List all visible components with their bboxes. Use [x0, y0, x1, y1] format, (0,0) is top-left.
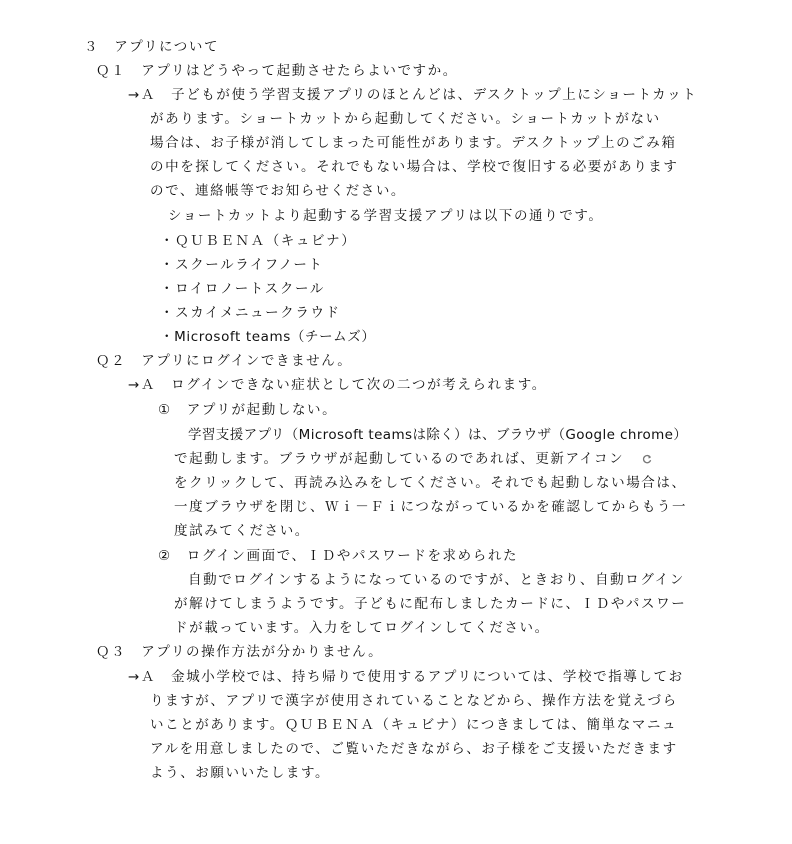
q1-answer-line-2: があります。ショートカットから起動してください。ショートカットがない [150, 111, 661, 127]
q2-case2-heading: ② ログイン画面で、ＩＤやパスワードを求められた [158, 548, 519, 564]
q1-answer-line-5: ので、連絡帳等でお知らせください。 [150, 183, 407, 199]
q2-case2-line-1: 自動でログインするようになっているのですが、ときおり、自動ログイン [188, 572, 685, 588]
q2-case2-line-2: が解けてしまうようです。子どもに配布しましたカードに、ＩＤやパスワー [174, 596, 687, 612]
q3-answer-line-3: いことがあります。ＱＵＢＥＮＡ（キュビナ）につきましては、簡単なマニュ [150, 717, 678, 733]
q1-app-item: ・ＱＵＢＥＮＡ（キュビナ） [160, 233, 357, 249]
q2-case1-line-5: 度試みてください。 [174, 523, 310, 539]
q2-case1-line-3: をクリックして、再読み込みをしてください。それでも起動しない場合は、 [174, 475, 687, 491]
q3-answer-line-4: アルを用意しましたので、ご覧いただきながら、お子様をご支援いただきます [150, 741, 678, 757]
q3-answer-line-5: よう、お願いいたします。 [150, 765, 331, 781]
q2-case1-line-1: 学習支援アプリ（Microsoft teamsは除く）は、ブラウザ（Google chrome） [188, 427, 688, 443]
q2-case1-line-2-text: で起動します。ブラウザが起動しているのであれば、更新アイコン [174, 451, 625, 467]
q3-question: Ｑ３ アプリの操作方法が分かりません。 [96, 644, 384, 660]
section-title: ３ アプリについて [84, 39, 220, 55]
q3-answer-line-1: →Ａ 金城小学校では、持ち帰りで使用するアプリについては、学校で指導してお [128, 669, 684, 685]
q2-case1-line-4: 一度ブラウザを閉じ、Ｗｉ－Ｆｉにつながっているかを確認してからもう一 [174, 499, 688, 515]
q1-app-item: ・ロイロノートスクール [160, 281, 325, 297]
q1-question: Ｑ１ アプリはどうやって起動させたらよいですか。 [96, 63, 458, 79]
q2-case1-heading: ① アプリが起動しない。 [158, 402, 338, 418]
q1-app-item: ・Microsoft teams（チームズ） [160, 329, 376, 345]
q1-answer-line-6: ショートカットより起動する学習支援アプリは以下の通りです。 [168, 208, 604, 224]
reload-icon [642, 454, 652, 464]
q2-case1-line-2 [174, 449, 652, 469]
q1-answer-line-1: →Ａ 子どもが使う学習支援アプリのほとんどは、デスクトップ上にショートカット [128, 87, 698, 103]
q1-answer-line-4: の中を探してください。それでもない場合は、学校で復旧する必要があります [150, 159, 679, 175]
q1-answer-line-3: 場合は、お子様が消してしまった可能性があります。デスクトップ上のごみ箱 [150, 135, 677, 151]
q2-answer-intro: →Ａ ログインできない症状として次の二つが考えられます。 [128, 377, 547, 393]
q1-app-item: ・スカイメニュークラウド [160, 305, 341, 321]
q1-app-item: ・スクールライフノート [160, 257, 324, 273]
q2-case2-line-3: ドが載っています。入力をしてログインしてください。 [174, 620, 550, 636]
q3-answer-line-2: りますが、アプリで漢字が使用されていることなどから、操作方法を覚えづら [150, 693, 678, 709]
q2-question: Ｑ２ アプリにログインできません。 [96, 353, 353, 369]
